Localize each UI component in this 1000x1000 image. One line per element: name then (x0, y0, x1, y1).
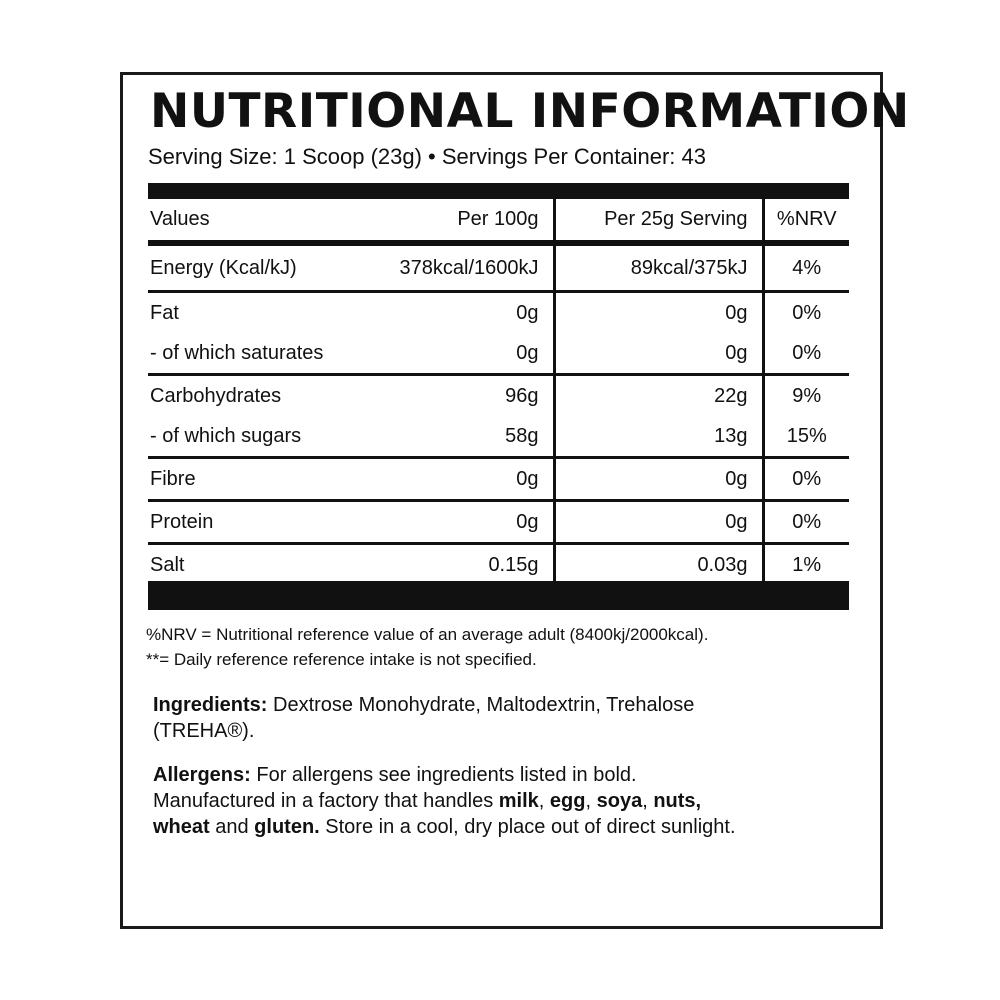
row-nrv: 1% (763, 544, 849, 586)
row-nrv: 15% (763, 416, 849, 458)
header-values-per100 (148, 199, 554, 243)
row-per-100g: 0g (516, 467, 539, 490)
allergen-wheat: wheat (153, 816, 210, 838)
ingredients-text: Dextrose Monohydrate, Maltodextrin, Trehalose (267, 694, 695, 716)
header-nrv: %NRV (763, 199, 849, 243)
row-per-serving: 89kcal/375kJ (554, 243, 763, 292)
storage-instructions: Store in a cool, dry place out of direct sunlight. (319, 816, 736, 838)
row-label: Protein (150, 510, 214, 533)
footnote-nrv: %NRV = Nutritional reference value of an average adult (8400kj/2000kcal). (146, 625, 709, 644)
row-nrv: 0% (763, 292, 849, 334)
allergen-nuts: nuts, (653, 790, 702, 812)
row-label: Fibre (150, 467, 196, 490)
allergens-paragraph (153, 762, 853, 840)
row-per-serving: 22g (554, 375, 763, 417)
header-values: Values (150, 208, 210, 230)
row-per-serving: 13g (554, 416, 763, 458)
row-nrv: 0% (763, 501, 849, 544)
row-label-per100 (148, 458, 554, 501)
row-label-per100 (148, 416, 554, 458)
ingredients-label: Ingredients: (153, 694, 268, 716)
row-per-serving: 0g (554, 501, 763, 544)
allergen-egg: egg (549, 790, 586, 812)
table-row (148, 458, 849, 501)
footnote-daily-reference: **= Daily reference reference intake is not specified. (146, 650, 537, 669)
row-label: Salt (150, 553, 185, 576)
row-per-serving: 0.03g (554, 544, 763, 586)
header-per-100g: Per 100g (457, 208, 539, 230)
row-nrv: 9% (763, 375, 849, 417)
allergen-separator: , (585, 790, 597, 812)
serving-info: Serving Size: 1 Scoop (23g) • Servings Per Container: 43 (148, 144, 706, 169)
nutrition-table (148, 199, 849, 585)
row-per-serving: 0g (554, 458, 763, 501)
allergen-separator: , (538, 790, 550, 812)
allergens-line-2-prefix: Manufactured in a factory that handles (153, 790, 499, 812)
row-label-per100 (148, 501, 554, 544)
row-per-100g: 0g (516, 341, 539, 364)
allergen-gluten: gluten. (254, 816, 320, 838)
row-label: Energy (Kcal/kJ) (150, 256, 297, 279)
ingredients-text-2: (TREHA®). (153, 720, 255, 742)
top-bar (148, 183, 849, 199)
row-nrv: 0% (763, 333, 849, 375)
row-label-per100 (148, 243, 554, 292)
row-label: - of which sugars (150, 424, 302, 447)
table-row (148, 416, 849, 458)
allergens-label: Allergens: (153, 764, 251, 786)
row-per-serving: 0g (554, 292, 763, 334)
row-label: - of which saturates (150, 341, 324, 364)
row-per-100g: 0g (516, 301, 539, 324)
row-per-100g: 0.15g (488, 553, 539, 576)
allergen-and: and (209, 816, 255, 838)
allergen-separator: , (642, 790, 654, 812)
table-row (148, 333, 849, 375)
table-row (148, 292, 849, 334)
row-per-100g: 0g (516, 510, 539, 533)
allergens-line-1: For allergens see ingredients listed in bold. (250, 764, 637, 786)
row-per-100g: 58g (505, 424, 539, 447)
row-per-serving: 0g (554, 333, 763, 375)
allergen-soya: soya (596, 790, 643, 812)
allergen-milk: milk (498, 790, 539, 812)
table-header-row (148, 199, 849, 243)
row-label: Carbohydrates (150, 384, 282, 407)
header-per-serving: Per 25g Serving (554, 199, 763, 243)
ingredients-paragraph (153, 692, 853, 744)
row-nrv: 4% (763, 243, 849, 292)
row-per-100g: 96g (505, 384, 539, 407)
label-title: NUTRITIONAL INFORMATION (150, 84, 910, 139)
table-row (148, 501, 849, 544)
row-label-per100 (148, 292, 554, 334)
row-label-per100 (148, 375, 554, 417)
row-label: Fat (150, 301, 179, 324)
table-row (148, 544, 849, 586)
row-nrv: 0% (763, 458, 849, 501)
bottom-bar (148, 581, 849, 610)
row-label-per100 (148, 333, 554, 375)
table-row (148, 243, 849, 292)
row-per-100g: 378kcal/1600kJ (399, 256, 539, 279)
table-row (148, 375, 849, 417)
row-label-per100 (148, 544, 554, 586)
